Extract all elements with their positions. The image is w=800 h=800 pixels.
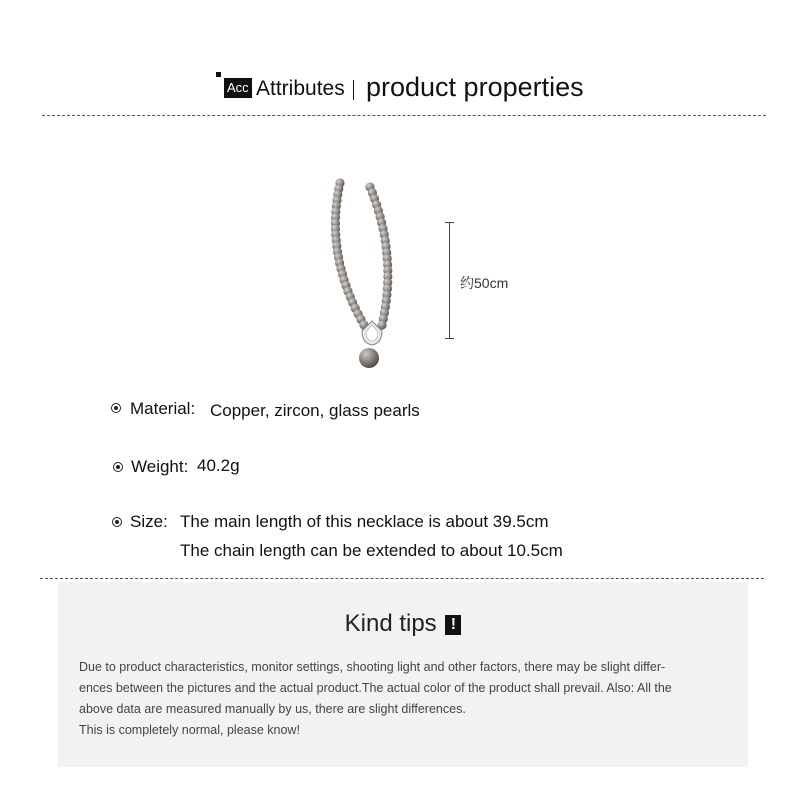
kind-tips-heading: Kind tips xyxy=(344,610,437,637)
weight-bullet-icon xyxy=(113,462,123,472)
weight-value: 40.2g xyxy=(197,456,240,475)
kind-tips-box xyxy=(58,582,748,767)
material-value: Copper, zircon, glass pearls xyxy=(210,401,420,420)
material-label: Material: xyxy=(130,399,196,418)
dimension-line xyxy=(449,222,450,339)
dimension-tick-top xyxy=(445,222,454,223)
material-bullet-icon xyxy=(111,403,121,413)
square-marker-icon xyxy=(216,72,221,77)
tips-line: ences between the pictures and the actual product.The actual color of the product shall prevail. Also: All the xyxy=(79,681,672,695)
attributes-heading: Attributes xyxy=(256,77,345,100)
exclamation-icon: ! xyxy=(445,615,461,635)
bottom-dashed-divider xyxy=(40,578,764,579)
top-dashed-divider xyxy=(42,115,766,116)
size-value-line-2: The chain length can be extended to about 10.5cm xyxy=(180,541,563,560)
size-label: Size: xyxy=(130,512,168,531)
dimension-tick-bottom xyxy=(445,338,454,339)
weight-label: Weight: xyxy=(131,457,189,476)
size-bullet-icon xyxy=(112,517,122,527)
size-value-line-1: The main length of this necklace is about 39.5cm xyxy=(180,512,549,531)
tips-line: Due to product characteristics, monitor settings, shooting light and other factors, there may be slight differ- xyxy=(79,660,666,674)
page-title: product properties xyxy=(366,72,584,102)
kind-tips-title xyxy=(58,610,748,638)
length-label: 约50cm xyxy=(460,275,509,291)
necklace-image xyxy=(318,175,428,375)
header-divider xyxy=(353,80,354,100)
section-header xyxy=(0,70,800,110)
acc-badge: Acc xyxy=(224,78,252,98)
tips-line: above data are measured manually by us, there are slight differences. xyxy=(79,702,466,716)
kind-tips-body xyxy=(79,657,734,741)
tips-line: This is completely normal, please know! xyxy=(79,723,300,737)
